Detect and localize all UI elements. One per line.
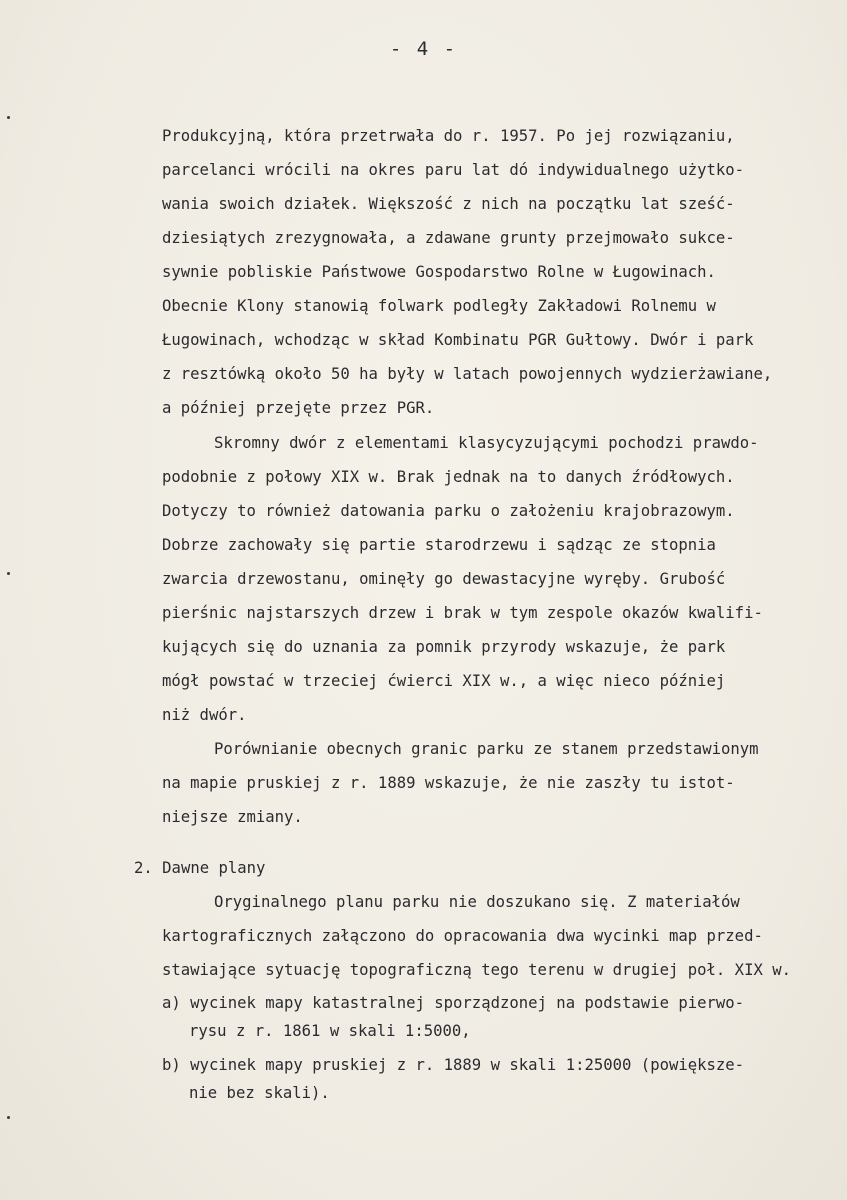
text-line: pierśnic najstarszych drzew i brak w tym zespole okazów kwalifi- (162, 604, 763, 622)
list-item: a) wycinek mapy katastralnej sporządzonej na podstawie pierwo- (162, 994, 745, 1012)
text-line: zwarcia drzewostanu, ominęły go dewastacyjne wyręby. Grubość (162, 570, 726, 588)
margin-mark (7, 116, 10, 119)
text-line: Dobrze zachowały się partie starodrzewu i sądząc ze stopnia (162, 536, 716, 554)
text-line: Ługowinach, wchodząc w skład Kombinatu PGR Gułtowy. Dwór i park (162, 331, 754, 349)
text-line: parcelanci wrócili na okres paru lat dó indywidualnego użytko- (162, 161, 745, 179)
text-line: Oryginalnego planu parku nie doszukano się. Z materiałów (214, 893, 740, 911)
text-line: podobnie z połowy XIX w. Brak jednak na to danych źródłowych. (162, 468, 735, 486)
text-line: wania swoich działek. Większość z nich na początku lat sześć- (162, 195, 735, 213)
text-line: niż dwór. (162, 706, 247, 724)
list-item: b) wycinek mapy pruskiej z r. 1889 w skali 1:25000 (powiększe- (162, 1056, 745, 1074)
page-number: - 4 - (389, 38, 458, 60)
text-line: sywnie pobliskie Państwowe Gospodarstwo Rolne w Ługowinach. (162, 263, 716, 281)
text-line: Produkcyjną, która przetrwała do r. 1957. Po jej rozwiązaniu, (162, 127, 735, 145)
margin-mark (7, 1116, 10, 1119)
text-line: kartograficznych załączono do opracowania dwa wycinki map przed- (162, 927, 763, 945)
text-line: niejsze zmiany. (162, 808, 303, 826)
text-line: Porównianie obecnych granic parku ze stanem przedstawionym (214, 740, 759, 758)
text-line: stawiające sytuację topograficzną tego terenu w drugiej poł. XIX w. (162, 961, 792, 979)
text-line: na mapie pruskiej z r. 1889 wskazuje, że nie zaszły tu istot- (162, 774, 735, 792)
text-line: Dotyczy to również datowania parku o założeniu krajobrazowym. (162, 502, 735, 520)
text-line: dziesiątych zrezygnowała, a zdawane grunty przejmowało sukce- (162, 229, 735, 247)
text-line: mógł powstać w trzeciej ćwierci XIX w., a więc nieco później (162, 672, 726, 690)
text-line: Obecnie Klony stanowią folwark podległy Zakładowi Rolnemu w (162, 297, 716, 315)
text-line: a później przejęte przez PGR. (162, 399, 435, 417)
text-line: rysu z r. 1861 w skali 1:5000, (189, 1022, 471, 1040)
text-line: Skromny dwór z elementami klasycyzującymi pochodzi prawdo- (214, 434, 759, 452)
margin-mark (7, 572, 10, 575)
text-line: nie bez skali). (189, 1084, 330, 1102)
section-heading: 2. Dawne plany (134, 859, 266, 877)
text-line: kujących się do uznania za pomnik przyrody wskazuje, że park (162, 638, 726, 656)
text-line: z resztówką około 50 ha były w latach powojennych wydzierżawiane, (162, 365, 773, 383)
